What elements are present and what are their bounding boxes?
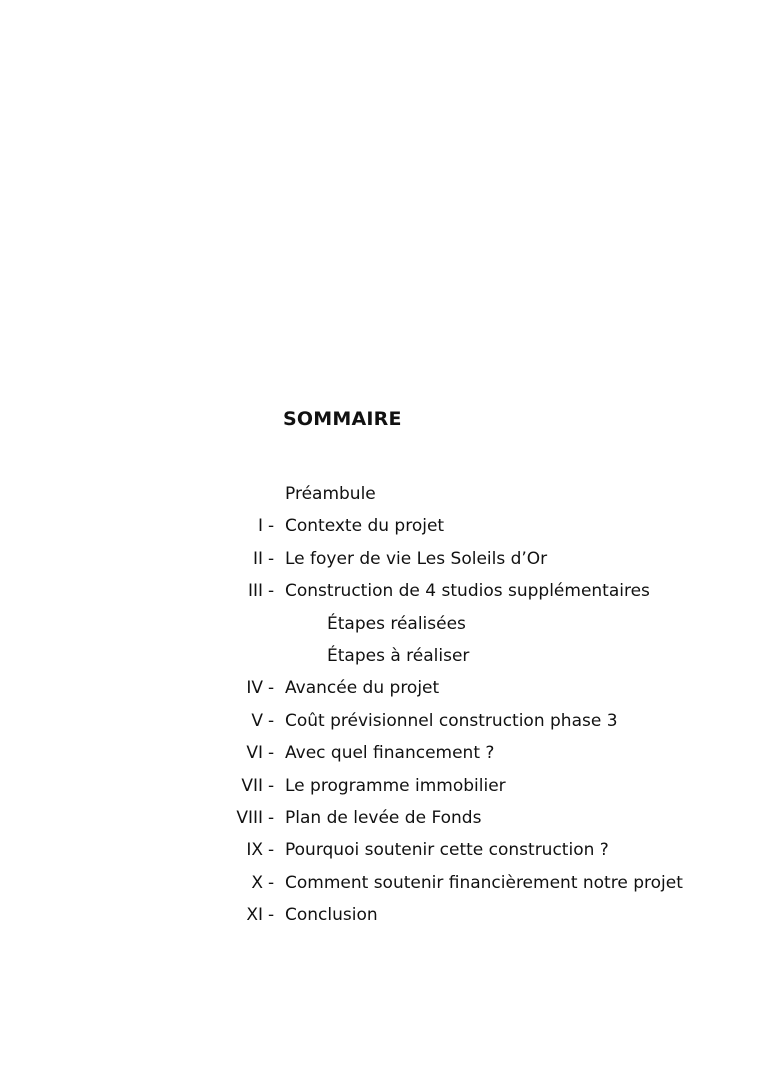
toc-item-separator: - — [268, 905, 275, 926]
toc-item-label: Coût prévisionnel construction phase 3 — [285, 710, 618, 731]
toc-item-3 — [0, 575, 764, 607]
toc-item-label: Plan de levée de Fonds — [285, 807, 482, 828]
toc-item-preambule — [0, 478, 764, 510]
toc-item-separator: - — [268, 743, 275, 764]
toc-item-5 — [0, 705, 764, 737]
toc-item-number: X — [251, 872, 263, 893]
toc-item-4 — [0, 672, 764, 704]
toc-item-number: VII — [241, 775, 263, 796]
toc-item-label: Le foyer de vie Les Soleils d’Or — [285, 548, 548, 569]
toc-item-separator: - — [268, 548, 275, 569]
toc-item-label: Comment soutenir financièrement notre projet — [285, 872, 683, 893]
toc-item-number: VIII — [236, 807, 263, 828]
toc-item-1 — [0, 510, 764, 542]
toc-item-9 — [0, 834, 764, 866]
table-of-contents — [0, 478, 764, 931]
toc-item-number: III — [247, 581, 263, 602]
toc-item-number: IX — [246, 840, 263, 861]
toc-subitem-label: Étapes à réaliser — [327, 645, 470, 666]
toc-item-separator: - — [268, 775, 275, 796]
toc-item-separator: - — [268, 840, 275, 861]
toc-item-11 — [0, 899, 764, 931]
toc-item-number: IV — [246, 678, 263, 699]
toc-item-number: II — [252, 548, 263, 569]
toc-item-number: VI — [246, 743, 263, 764]
toc-item-separator: - — [268, 807, 275, 828]
toc-item-10 — [0, 867, 764, 899]
toc-item-label: Construction de 4 studios supplémentaires — [285, 581, 650, 602]
toc-item-label: Avancée du projet — [285, 678, 440, 699]
toc-item-8 — [0, 802, 764, 834]
toc-item-label: Conclusion — [285, 905, 378, 926]
toc-item-6 — [0, 737, 764, 769]
toc-item-separator: - — [268, 872, 275, 893]
toc-item-number: XI — [246, 905, 263, 926]
page-title: SOMMAIRE — [283, 408, 402, 430]
toc-item-separator: - — [268, 581, 275, 602]
toc-subitem-label: Étapes réalisées — [327, 613, 466, 634]
toc-item-separator: - — [268, 516, 275, 537]
toc-item-label: Préambule — [285, 484, 376, 504]
toc-subitem-etapes-a-realiser — [0, 640, 764, 672]
toc-subitem-etapes-realisees — [0, 608, 764, 640]
toc-item-7 — [0, 770, 764, 802]
toc-item-label: Avec quel financement ? — [285, 743, 495, 764]
toc-item-label: Le programme immobilier — [285, 775, 506, 796]
toc-item-number: V — [251, 710, 263, 731]
toc-item-separator: - — [268, 710, 275, 731]
toc-item-number: I — [257, 516, 263, 537]
toc-item-label: Contexte du projet — [285, 516, 445, 537]
toc-item-label: Pourquoi soutenir cette construction ? — [285, 840, 609, 861]
toc-item-separator: - — [268, 678, 275, 699]
toc-item-2 — [0, 543, 764, 575]
